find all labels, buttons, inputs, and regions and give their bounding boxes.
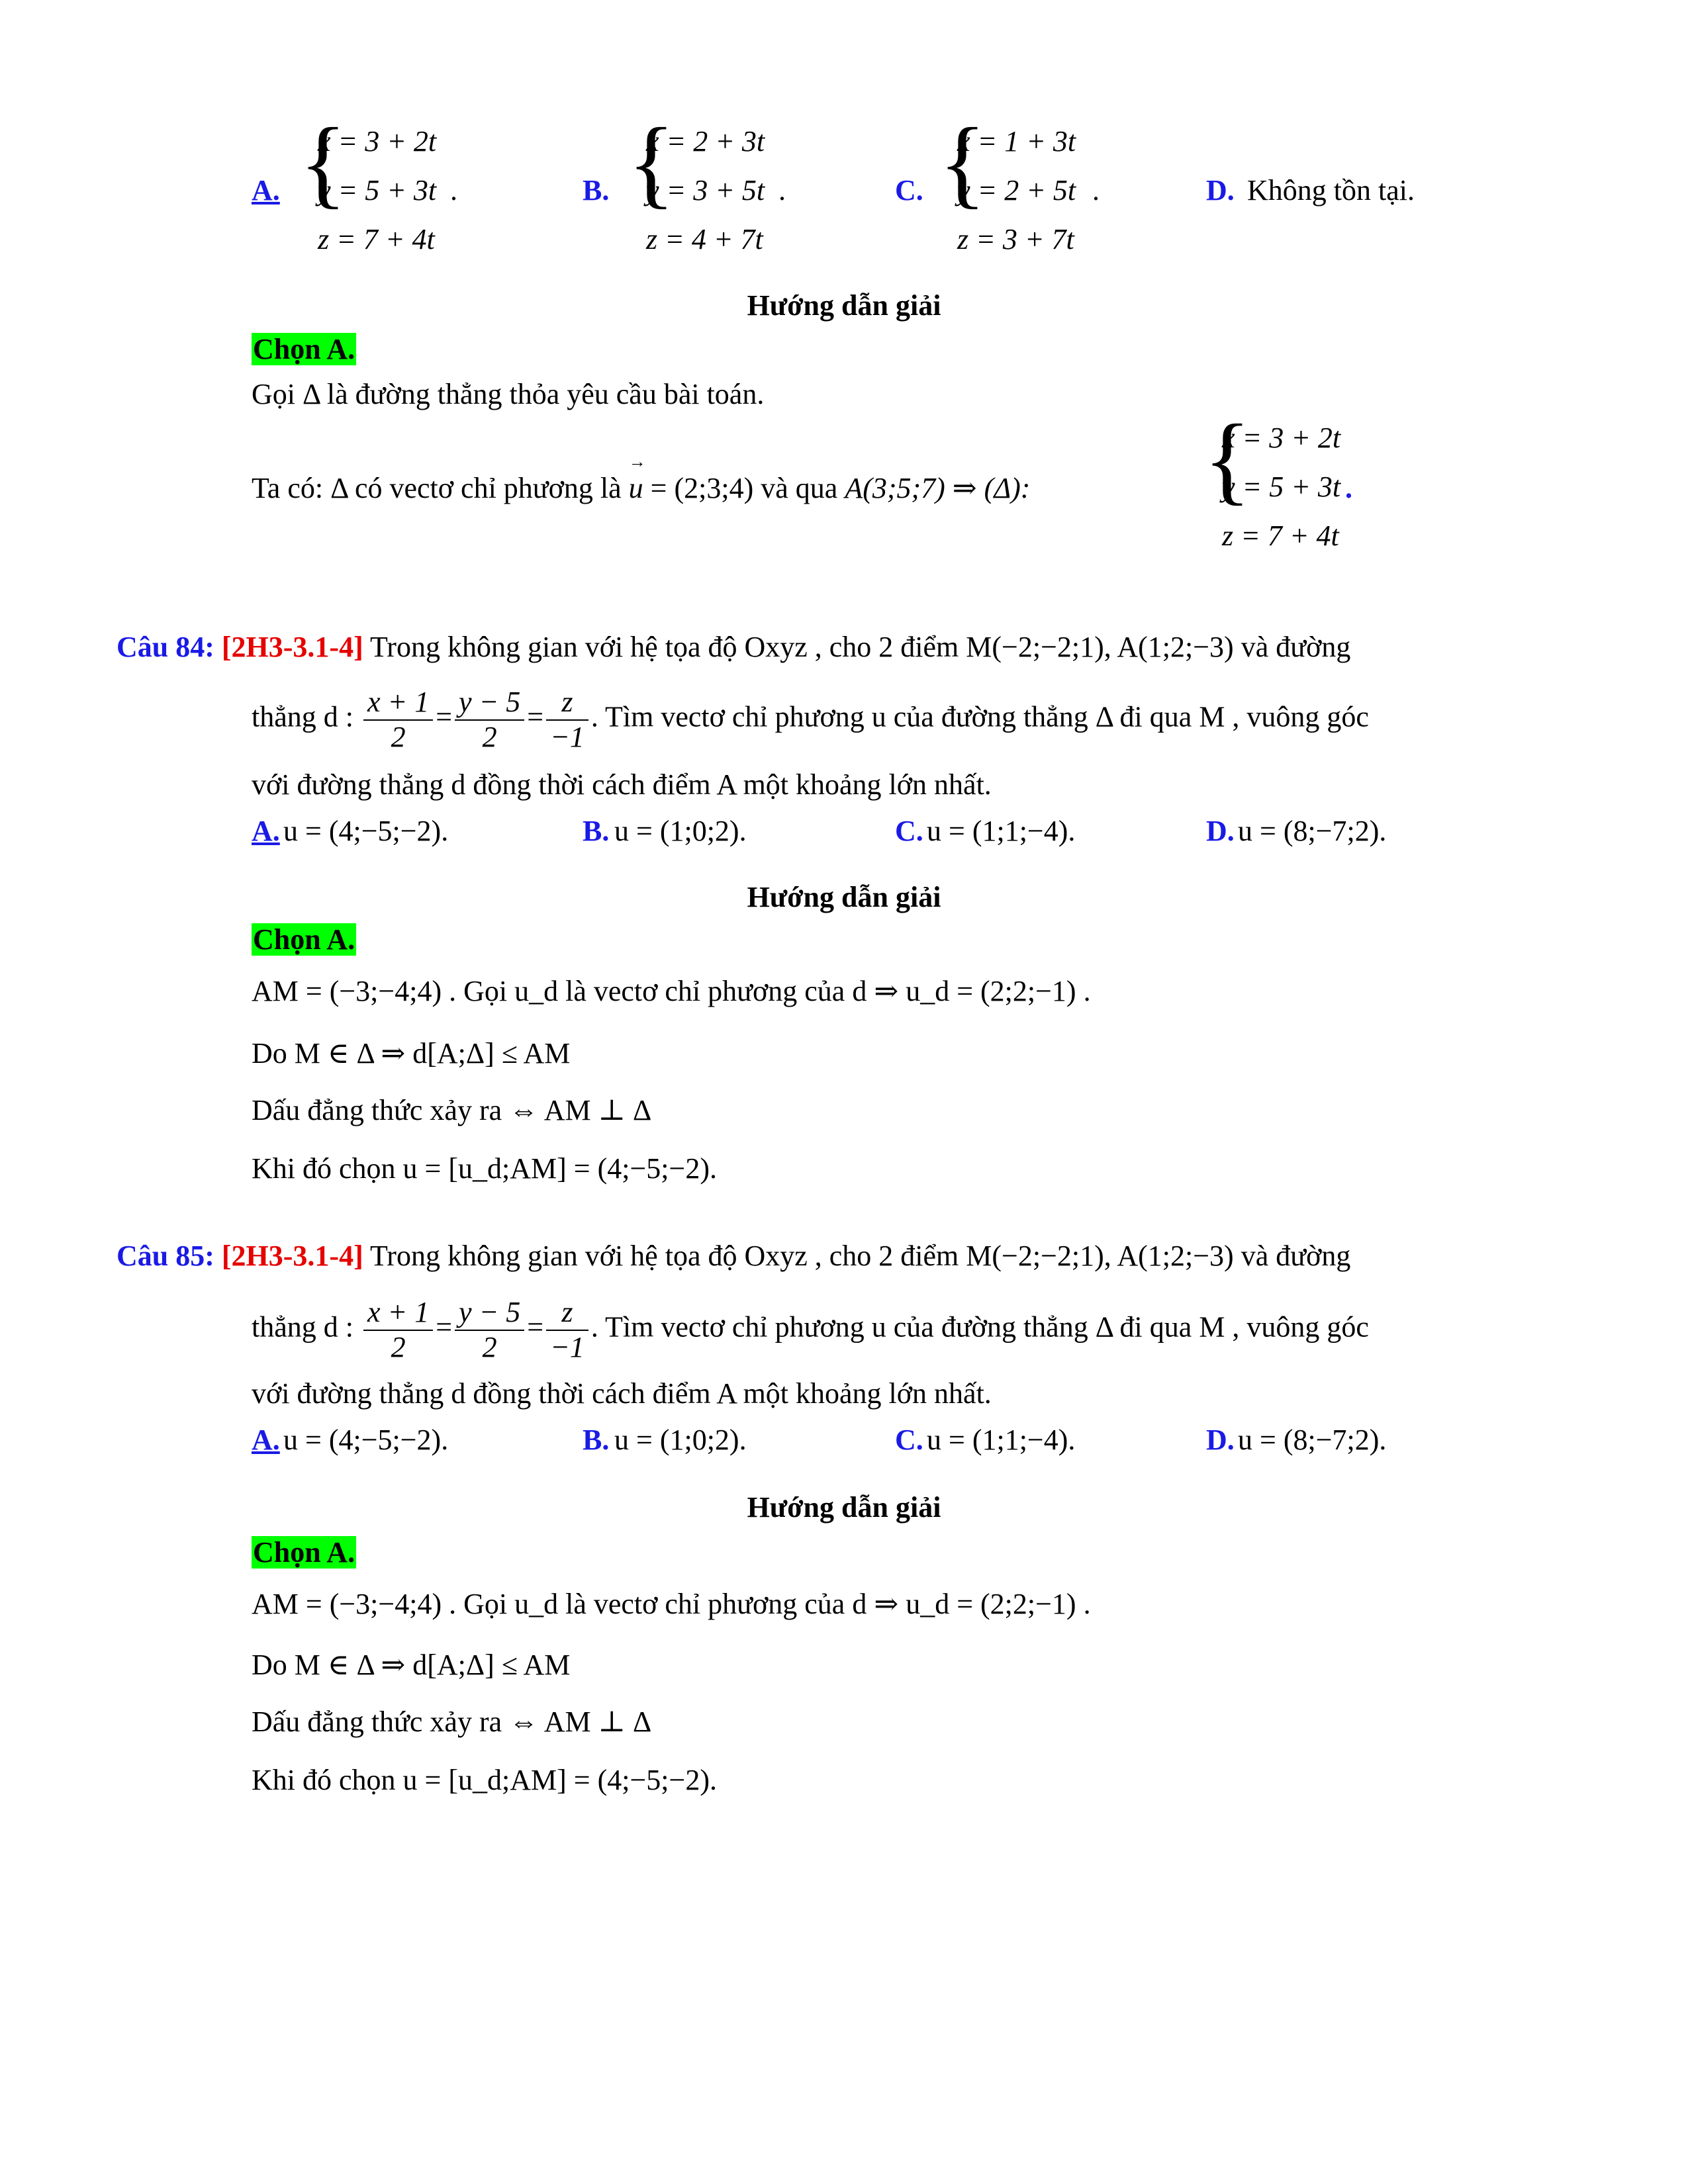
q84-answer-badge: Chọn A.: [253, 923, 355, 956]
q84-stem-2-post: . Tìm vectơ chỉ phương u của đường thẳng Δ đi qua M , vuông góc: [590, 700, 1369, 733]
q83-line2-point: A(3;5;7) ⇒ (Δ):: [845, 472, 1031, 504]
q83-line2-value: = (2;3;4): [643, 472, 754, 504]
q85-stem-1: Trong không gian với hệ tọa độ Oxyz , cho 2 điểm M(−2;−2;1), A(1;2;−3) và đường: [363, 1240, 1351, 1272]
q85-fraction-3: $\frac{z}{-1}$: [546, 1296, 588, 1364]
q84-stem-2-pre: thẳng d :: [252, 700, 353, 733]
q83-option-b-system: { x = 2 + 3t y = 3 + 5t z = 4 + 7t: [628, 108, 765, 255]
q83-option-b-x: x = 2 + 3t: [646, 125, 765, 158]
q83-option-b-z: z = 4 + 7t: [646, 223, 763, 255]
q85-stem-2-post: . Tìm vectơ chỉ phương u của đường thẳng Δ đi qua M , vuông góc: [590, 1310, 1369, 1343]
q84-stem-line-1: [117, 630, 1350, 665]
q83-line2-prefix: Ta có: Δ có vectơ chỉ phương là: [252, 472, 622, 504]
q85-solution-line-1: AM = (−3;−4;4) . Gọi u_d là vectơ chỉ phương của d ⇒ u_d = (2;2;−1) .: [252, 1588, 1091, 1620]
q85-fraction-2: $\frac{y - 5}{2}$: [455, 1296, 524, 1364]
q83-option-a-label: A.: [252, 174, 280, 206]
q83-result-y: y = 5 + 3t: [1222, 471, 1341, 503]
q84-solution-line-3: Dấu đẳng thức xảy ra ⇔ AM ⊥ Δ: [252, 1094, 652, 1126]
q83-answer-badge: Chọn A.: [253, 333, 355, 365]
q83-option-d-text: Không tồn tại.: [1247, 174, 1415, 206]
q83-option-c-y: y = 2 + 5t: [957, 174, 1076, 206]
q84-fraction-3: $\frac{z}{-1}$: [546, 686, 588, 754]
q85-stem-line-1: [117, 1239, 1350, 1274]
q83-result-z: z = 7 + 4t: [1222, 520, 1339, 552]
q85-solution-line-3: Dấu đẳng thức xảy ra ⇔ AM ⊥ Δ: [252, 1706, 652, 1738]
q83-option-c-x: x = 1 + 3t: [957, 125, 1076, 158]
q84-stem-line-2: thẳng d : $\frac{x + 1}{2}$ = $\frac{y - 5}{2}$ = $\frac{z}{-1}$ . Tìm vectơ chỉ phương u của đường thẳng Δ đi qua M , vuông góc: [252, 686, 1369, 753]
q84-fraction-2: $\frac{y - 5}{2}$: [455, 686, 524, 754]
q85-stem-line-2: thẳng d : $\frac{x + 1}{2}$ = $\frac{y - 5}{2}$ = $\frac{z}{-1}$ . Tìm vectơ chỉ phương u của đường thẳng Δ đi qua M , vuông góc: [252, 1296, 1369, 1363]
q85-stem-2-pre: thẳng d :: [252, 1310, 353, 1343]
q85-stem-line-3: với đường thẳng d đồng thời cách điểm A một khoảng lớn nhất.: [252, 1377, 992, 1410]
q83-option-a-z: z = 7 + 4t: [318, 223, 435, 255]
q83-option-a-y: y = 5 + 3t: [318, 174, 437, 206]
q85-option-a: u = (4;−5;−2).: [283, 1424, 449, 1456]
q84-solution-line-2: Do M ∈ Δ ⇒ d[A;Δ] ≤ AM: [252, 1037, 571, 1069]
q85-solution-line-2: Do M ∈ Δ ⇒ d[A;Δ] ≤ AM: [252, 1649, 571, 1681]
q85-option-a-label: A.: [252, 1424, 280, 1456]
q84-option-a-label: A.: [252, 815, 280, 847]
q84-stem-line-3: với đường thẳng d đồng thời cách điểm A một khoảng lớn nhất.: [252, 768, 992, 801]
q85-option-c: u = (1;1;−4).: [927, 1424, 1076, 1456]
q85-fraction-1: $\frac{x + 1}{2}$: [363, 1296, 433, 1364]
q83-option-c-label: C.: [895, 174, 923, 206]
q83-solution-line-2: [252, 471, 1030, 506]
q83-result-system: { x = 3 + 2t y = 5 + 3t z = 7 + 4t: [1203, 404, 1341, 552]
q84-stem-1: Trong không gian với hệ tọa độ Oxyz , cho 2 điểm M(−2;−2;1), A(1;2;−3) và đường: [363, 631, 1351, 663]
q85-option-b-label: B.: [583, 1424, 610, 1456]
q84-solution-heading: Hướng dẫn giải: [747, 881, 941, 913]
q84-option-b-label: B.: [583, 815, 610, 847]
q84-option-a: u = (4;−5;−2).: [283, 815, 449, 847]
q83-option-d-label: D.: [1206, 174, 1235, 206]
q83-option-c-z: z = 3 + 7t: [957, 223, 1074, 255]
q83-option-a-x: x = 3 + 2t: [318, 125, 437, 158]
q85-option-d-label: D.: [1206, 1424, 1235, 1456]
q85-option-c-label: C.: [895, 1424, 923, 1456]
q83-result-x: x = 3 + 2t: [1222, 422, 1341, 454]
q83-line2-mid: và qua: [753, 472, 845, 504]
q84-solution-line-4: Khi đó chọn u = [u_d;AM] = (4;−5;−2).: [252, 1152, 717, 1185]
q85-solution-heading: Hướng dẫn giải: [747, 1491, 941, 1524]
q84-solution-line-1: AM = (−3;−4;4) . Gọi u_d là vectơ chỉ phương của d ⇒ u_d = (2;2;−1) .: [252, 975, 1091, 1007]
q84-code: [2H3-3.1-4]: [221, 631, 363, 663]
q83-solution-line-1: Gọi Δ là đường thẳng thỏa yêu cầu bài toán.: [252, 378, 765, 410]
q85-code: [2H3-3.1-4]: [221, 1240, 363, 1272]
q85-solution-line-4: Khi đó chọn u = [u_d;AM] = (4;−5;−2).: [252, 1764, 717, 1796]
q84-option-d: u = (8;−7;2).: [1238, 815, 1387, 847]
q84-label: Câu 84:: [117, 631, 214, 663]
q84-option-c-label: C.: [895, 815, 923, 847]
q83-option-b-label: B.: [583, 174, 610, 206]
q83-option-c-system: { x = 1 + 3t y = 2 + 5t z = 3 + 7t: [939, 108, 1076, 255]
q83-solution-heading: Hướng dẫn giải: [747, 289, 941, 322]
q84-option-c: u = (1;1;−4).: [927, 815, 1076, 847]
q85-label: Câu 85:: [117, 1240, 214, 1272]
q83-option-a-system: { x = 3 + 2t y = 5 + 3t z = 7 + 4t: [299, 108, 437, 255]
vector-u-symbol: → u: [629, 471, 643, 506]
q85-option-d: u = (8;−7;2).: [1238, 1424, 1387, 1456]
q85-option-b: u = (1;0;2).: [614, 1424, 747, 1456]
q84-option-b: u = (1;0;2).: [614, 815, 747, 847]
q84-fraction-1: $\frac{x + 1}{2}$: [363, 686, 433, 754]
q84-option-d-label: D.: [1206, 815, 1235, 847]
q85-answer-badge: Chọn A.: [253, 1536, 355, 1569]
q83-option-b-y: y = 3 + 5t: [646, 174, 765, 206]
